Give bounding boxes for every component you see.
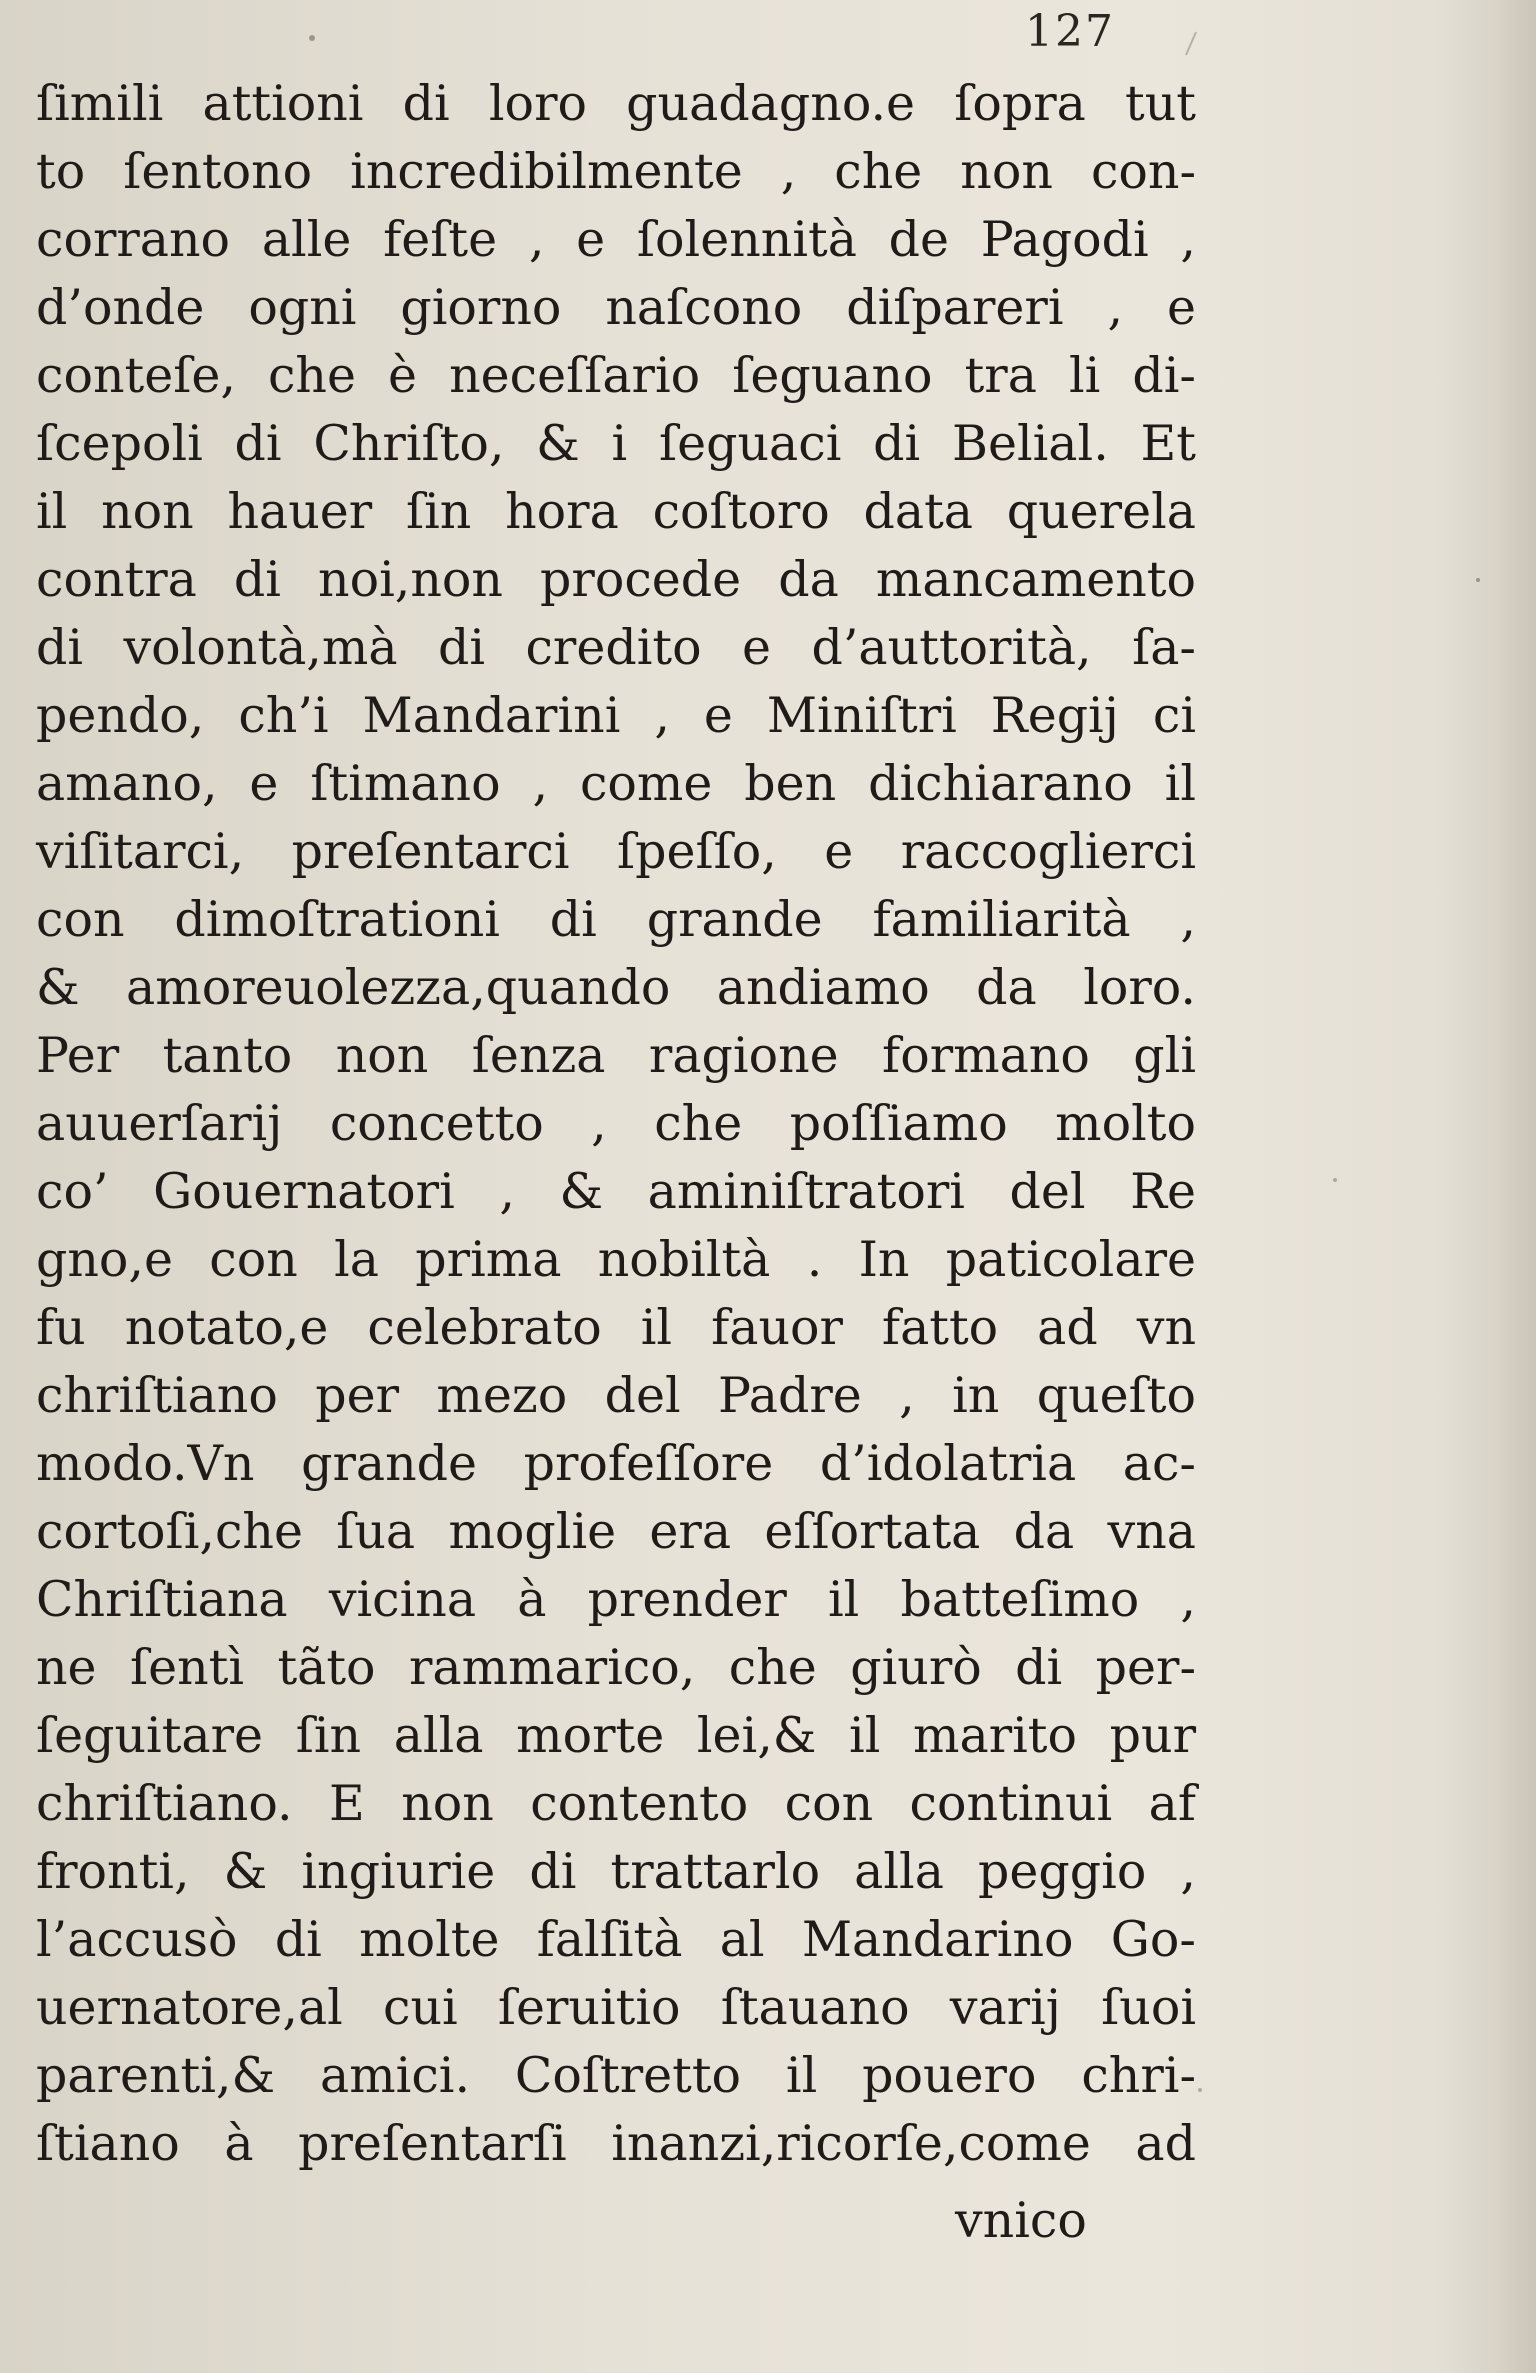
text-line: contra di noi,non procede da mancamento bbox=[36, 551, 1196, 608]
text-line: auuerſarij concetto , che poſſiamo molto bbox=[36, 1095, 1196, 1152]
text-line: d’onde ogni giorno naſcono diſpareri , e bbox=[36, 279, 1196, 336]
text-line: uernatore,al cui ſeruitio ſtauano varij ſuoi bbox=[36, 1979, 1196, 2036]
text-line: il non hauer ſin hora coſtoro data querela bbox=[36, 483, 1196, 540]
text-line: pendo, ch’i Mandarini , e Miniſtri Regij ci bbox=[36, 687, 1196, 744]
text-line: ſeguitare ſin alla morte lei,& il marito pur bbox=[36, 1707, 1196, 1764]
text-line: co’ Gouernatori , & aminiſtratori del Re bbox=[36, 1163, 1196, 1220]
page-number: 127 bbox=[1025, 6, 1115, 57]
text-line: fu notato,e celebrato il fauor fatto ad vn bbox=[36, 1299, 1196, 1356]
text-line: con dimoſtrationi di grande familiarità , bbox=[36, 891, 1196, 948]
text-line: corrano alle feſte , e ſolennità de Pagodi , bbox=[36, 211, 1196, 268]
text-line: l’accusò di molte falſità al Mandarino Go- bbox=[36, 1911, 1196, 1968]
text-line: di volontà,mà di credito e d’auttorità, ſa- bbox=[36, 619, 1196, 676]
text-line: to ſentono incredibilmente , che non con- bbox=[36, 143, 1196, 200]
text-line: Chriſtiana vicina à prender il batteſimo , bbox=[36, 1571, 1196, 1628]
text-line: chriſtiano per mezo del Padre , in queſto bbox=[36, 1367, 1196, 1424]
text-line: viſitarci, preſentarci ſpeſſo, e raccoglierci bbox=[36, 823, 1196, 880]
text-line: gno,e con la prima nobiltà . In paticolare bbox=[36, 1231, 1196, 1288]
text-line: ſimili attioni di loro guadagno.e ſopra tut bbox=[36, 75, 1196, 132]
text-line: amano, e ſtimano , come ben dichiarano il bbox=[36, 755, 1196, 812]
text-line: chriſtiano. E non contento con continui af bbox=[36, 1775, 1196, 1832]
catchword: vnico bbox=[955, 2192, 1087, 2249]
text-line: ſtiano à preſentarſi inanzi,ricorſe,come ad bbox=[36, 2115, 1196, 2172]
text-line: cortoſi,che ſua moglie era eſſortata da vna bbox=[36, 1503, 1196, 1560]
body-text bbox=[36, 70, 1196, 2178]
text-line: modo.Vn grande profeſſore d’idolatria ac- bbox=[36, 1435, 1196, 1492]
text-line: conteſe, che è neceſſario ſeguano tra li di- bbox=[36, 347, 1196, 404]
text-line: & amoreuolezza,quando andiamo da loro. bbox=[36, 959, 1196, 1016]
page-edge-shadow bbox=[1440, 0, 1536, 2373]
text-line: ne ſentì tãto rammarico, che giurò di per- bbox=[36, 1639, 1196, 1696]
text-line: ſcepoli di Chriſto, & i ſeguaci di Belial. Et bbox=[36, 415, 1196, 472]
text-line: parenti,& amici. Coſtretto il pouero chri- bbox=[36, 2047, 1196, 2104]
text-line: Per tanto non ſenza ragione formano gli bbox=[36, 1027, 1196, 1084]
text-line: fronti, & ingiurie di trattarlo alla peggio , bbox=[36, 1843, 1196, 1900]
